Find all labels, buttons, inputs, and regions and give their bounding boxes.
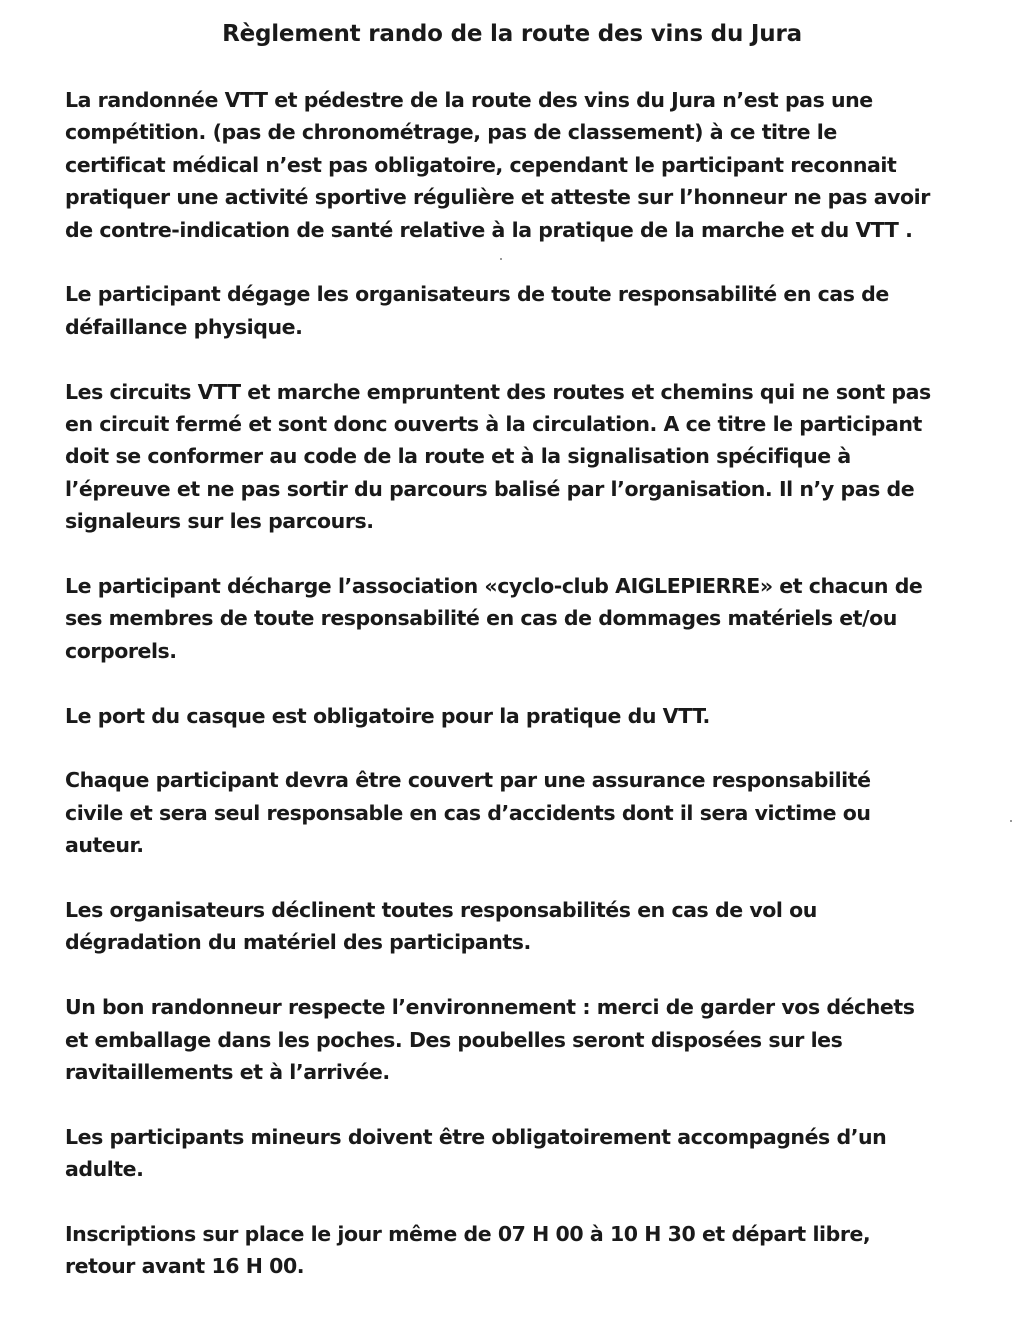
paragraph-line: Le port du casque est obligatoire pour la pratique du VTT. (65, 703, 710, 728)
paragraph-line: Le participant décharge l’association «cyclo-club AIGLEPIERRE» et chacun de (65, 574, 923, 599)
paragraph-line: et emballage dans les poches. Des poubelles seront disposées sur les (65, 1027, 843, 1052)
paragraph-line: ravitaillements et à l’arrivée. (65, 1060, 390, 1085)
document-body (65, 84, 965, 1315)
paragraph-line: adulte. (65, 1157, 144, 1182)
paragraph-line: Les circuits VTT et marche empruntent des routes et chemins qui ne sont pas (65, 379, 931, 404)
scan-speck (1010, 820, 1012, 822)
paragraph-line: corporels. (65, 638, 177, 663)
paragraph-line: La randonnée VTT et pédestre de la route des vins du Jura n’est pas une (65, 88, 873, 112)
paragraph-line: Les organisateurs déclinent toutes responsabilités en cas de vol ou (65, 898, 817, 923)
document-title: Règlement rando de la route des vins du Jura (222, 21, 802, 47)
paragraph-line: Un bon randonneur respecte l’environnement : merci de garder vos déchets (65, 995, 915, 1020)
paragraph-environment (65, 991, 965, 1088)
paragraph-line: l’épreuve et ne pas sortir du parcours balisé par l’organisation. Il n’y pas de (65, 476, 915, 501)
paragraph-line: défaillance physique. (65, 314, 303, 339)
paragraph-line: doit se conformer au code de la route et à la signalisation spécifique à (65, 444, 851, 469)
paragraph-certificate (65, 84, 965, 246)
paragraph-association-discharge (65, 570, 965, 667)
paragraph-line: Chaque participant devra être couvert par une assurance responsabilité (65, 768, 871, 793)
paragraph-theft (65, 894, 965, 959)
paragraph-circuits (65, 376, 965, 538)
paragraph-line: Les participants mineurs doivent être obligatoirement accompagnés d’un (65, 1124, 887, 1149)
paragraph-line: civile et sera seul responsable en cas d’accidents dont il sera victime ou (65, 800, 871, 825)
paragraph-line: de contre-indication de santé relative à la pratique de la marche et du VTT . (65, 217, 913, 242)
paragraph-line: ses membres de toute responsabilité en cas de dommages matériels et/ou (65, 606, 897, 631)
paragraph-line: pratiquer une activité sportive régulière et atteste sur l’honneur ne pas avoir (65, 185, 930, 210)
paragraph-line: Le participant dégage les organisateurs de toute responsabilité en cas de (65, 282, 889, 307)
paragraph-line: en circuit fermé et sont donc ouverts à la circulation. A ce titre le participant (65, 412, 922, 437)
paragraph-line: compétition. (pas de chronométrage, pas de classement) à ce titre le (65, 120, 837, 145)
paragraph-line: auteur. (65, 833, 144, 858)
paragraph-insurance (65, 764, 965, 861)
paragraph-line: retour avant 16 H 00. (65, 1254, 305, 1279)
paragraph-line: certificat médical n’est pas obligatoire, cependant le participant reconnait (65, 152, 897, 177)
paragraph-liability-physical (65, 278, 965, 343)
paragraph-line: dégradation du matériel des participants. (65, 930, 531, 955)
paragraph-helmet (65, 700, 965, 732)
paragraph-minors (65, 1121, 965, 1186)
paragraph-line: Inscriptions sur place le jour même de 07 H 00 à 10 H 30 et départ libre, (65, 1222, 871, 1247)
scan-speck (500, 258, 502, 260)
paragraph-line: signaleurs sur les parcours. (65, 509, 374, 534)
paragraph-registration (65, 1218, 965, 1283)
